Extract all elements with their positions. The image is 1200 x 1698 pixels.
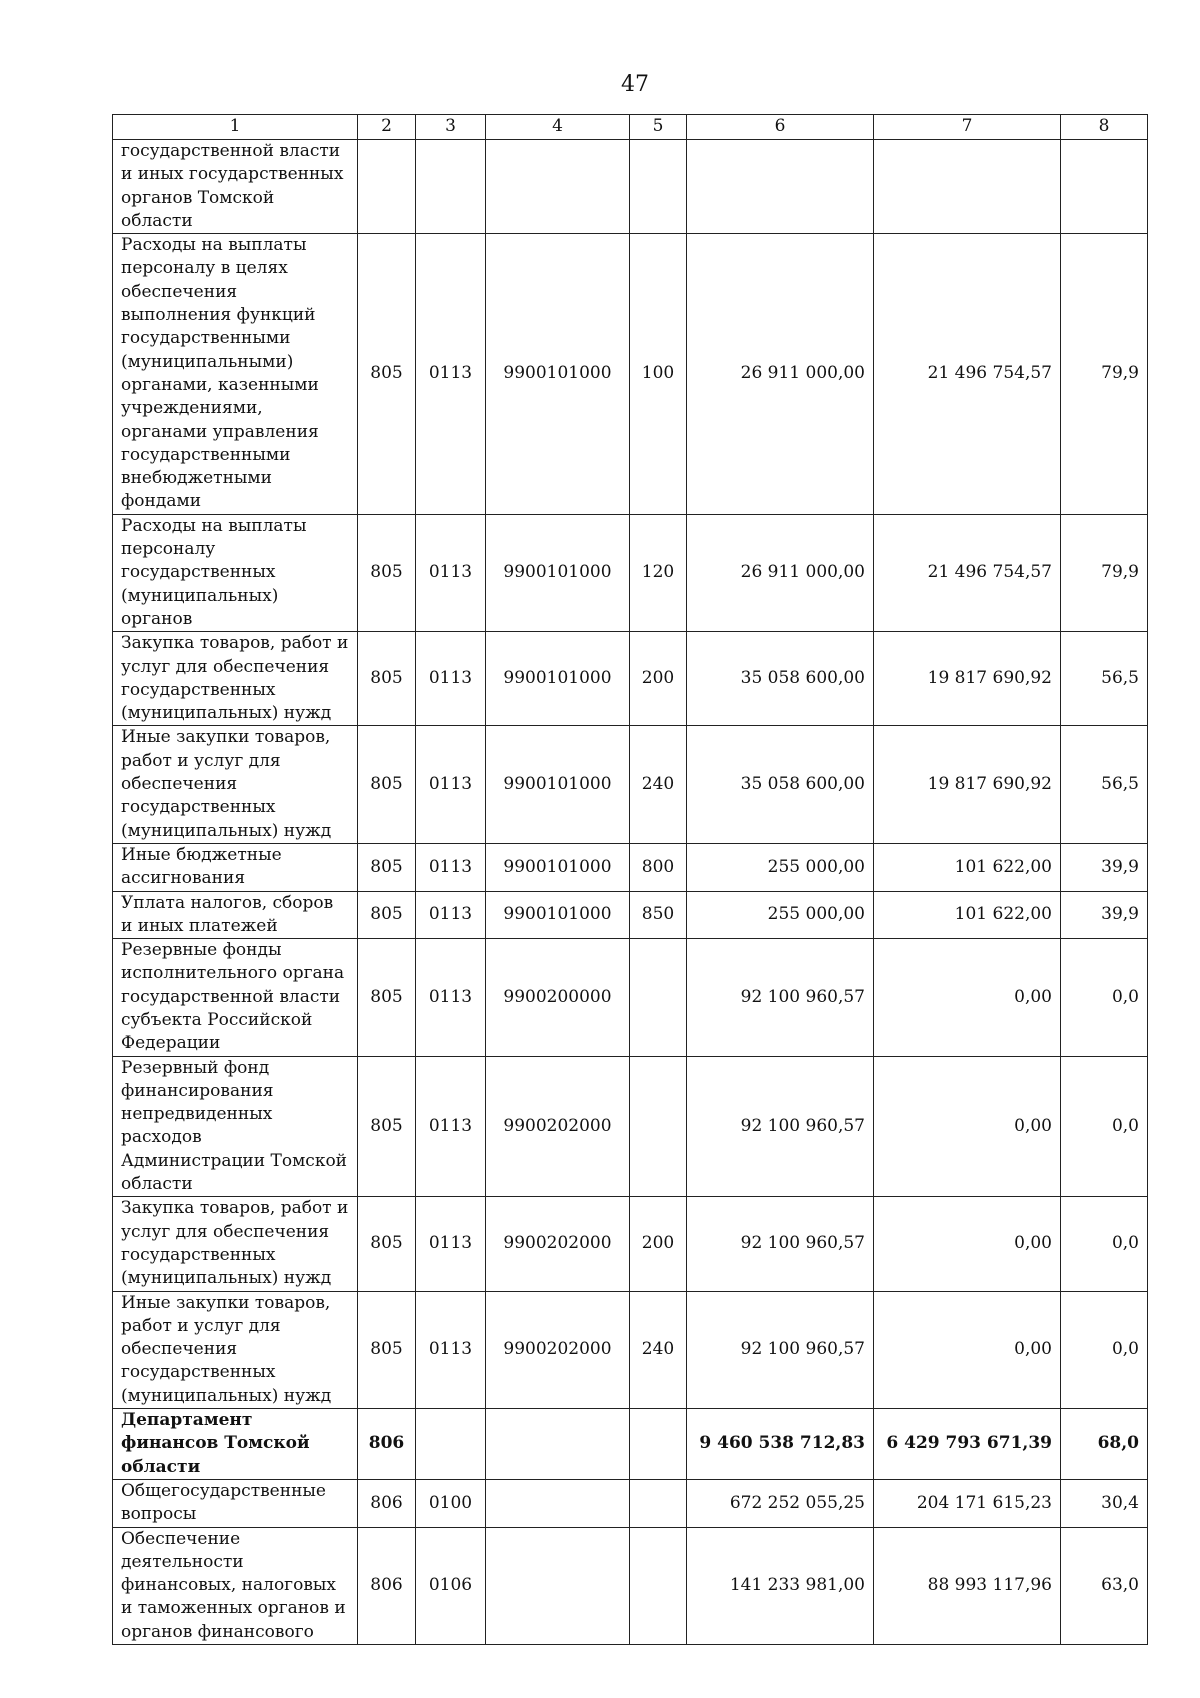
table-cell-col-7: 101 622,00 bbox=[874, 843, 1061, 891]
table-cell-col-6: 255 000,00 bbox=[687, 891, 874, 939]
table-row bbox=[113, 939, 1148, 1056]
table-cell-col-7: 0,00 bbox=[874, 1197, 1061, 1291]
table-row bbox=[113, 1197, 1148, 1291]
table-cell-col-3: 0113 bbox=[416, 1291, 486, 1408]
header-row bbox=[113, 115, 1148, 140]
table-cell-col-7: 21 496 754,57 bbox=[874, 514, 1061, 631]
table-cell-col-2: 805 bbox=[358, 1291, 416, 1408]
table-cell-col-5 bbox=[630, 140, 687, 234]
table-cell-col-5 bbox=[630, 939, 687, 1056]
table-cell-col-5: 200 bbox=[630, 632, 687, 726]
table-cell-col-6: 26 911 000,00 bbox=[687, 514, 874, 631]
table-row bbox=[113, 632, 1148, 726]
column-header-2: 2 bbox=[358, 115, 416, 140]
table-cell-col-8: 79,9 bbox=[1061, 514, 1148, 631]
table-cell-col-4: 9900101000 bbox=[486, 234, 630, 515]
table-cell-col-6: 92 100 960,57 bbox=[687, 1197, 874, 1291]
table-cell-col-8: 0,0 bbox=[1061, 1056, 1148, 1197]
table-cell-col-6: 35 058 600,00 bbox=[687, 726, 874, 843]
table-cell-col-8: 68,0 bbox=[1061, 1409, 1148, 1480]
table-cell-col-4 bbox=[486, 1479, 630, 1527]
table-cell-col-4: 9900101000 bbox=[486, 891, 630, 939]
page-number: 47 bbox=[621, 72, 649, 97]
table-cell-col-2: 805 bbox=[358, 632, 416, 726]
table-cell-col-4: 9900101000 bbox=[486, 843, 630, 891]
table-cell-col-4: 9900101000 bbox=[486, 726, 630, 843]
table-cell-col-8: 0,0 bbox=[1061, 1197, 1148, 1291]
row-name-cell: Расходы на выплаты персоналу в целях обеспечения выполнения функций государственными (муниципальными) органами, казенными учреждениями, органами управления государственными внебюджетными фондами bbox=[113, 234, 358, 515]
table-cell-col-2: 805 bbox=[358, 234, 416, 515]
table-cell-col-2: 805 bbox=[358, 1197, 416, 1291]
column-header-6: 6 bbox=[687, 115, 874, 140]
budget-table bbox=[112, 114, 1148, 1645]
table-row bbox=[113, 234, 1148, 515]
table-cell-col-7: 101 622,00 bbox=[874, 891, 1061, 939]
table-cell-col-8: 0,0 bbox=[1061, 1291, 1148, 1408]
table-cell-col-6: 9 460 538 712,83 bbox=[687, 1409, 874, 1480]
row-name-cell: Закупка товаров, работ и услуг для обеспечения государственных (муниципальных) нужд bbox=[113, 632, 358, 726]
table-row bbox=[113, 843, 1148, 891]
table-cell-col-3: 0106 bbox=[416, 1527, 486, 1644]
row-name-cell: государственной власти и иных государственных органов Томской области bbox=[113, 140, 358, 234]
table-row bbox=[113, 514, 1148, 631]
table-cell-col-8: 79,9 bbox=[1061, 234, 1148, 515]
table-cell-col-5: 240 bbox=[630, 1291, 687, 1408]
table-cell-col-6: 141 233 981,00 bbox=[687, 1527, 874, 1644]
table-cell-col-7: 0,00 bbox=[874, 1056, 1061, 1197]
table-cell-col-8: 39,9 bbox=[1061, 843, 1148, 891]
table-cell-col-5: 100 bbox=[630, 234, 687, 515]
table-cell-col-4 bbox=[486, 140, 630, 234]
table-cell-col-5: 800 bbox=[630, 843, 687, 891]
table-cell-col-2: 805 bbox=[358, 1056, 416, 1197]
row-name-cell: Департамент финансов Томской области bbox=[113, 1409, 358, 1480]
table-cell-col-3: 0113 bbox=[416, 843, 486, 891]
table-cell-col-7: 88 993 117,96 bbox=[874, 1527, 1061, 1644]
table-cell-col-8: 30,4 bbox=[1061, 1479, 1148, 1527]
table-row bbox=[113, 1409, 1148, 1480]
column-header-7: 7 bbox=[874, 115, 1061, 140]
table-cell-col-8: 56,5 bbox=[1061, 726, 1148, 843]
table-cell-col-5: 200 bbox=[630, 1197, 687, 1291]
table-cell-col-5: 240 bbox=[630, 726, 687, 843]
table-cell-col-7: 6 429 793 671,39 bbox=[874, 1409, 1061, 1480]
row-name-cell: Резервный фонд финансирования непредвиденных расходов Администрации Томской области bbox=[113, 1056, 358, 1197]
table-cell-col-3: 0113 bbox=[416, 1197, 486, 1291]
table-cell-col-2: 805 bbox=[358, 939, 416, 1056]
table-cell-col-6: 26 911 000,00 bbox=[687, 234, 874, 515]
column-header-5: 5 bbox=[630, 115, 687, 140]
table-cell-col-3: 0100 bbox=[416, 1479, 486, 1527]
table-row bbox=[113, 1479, 1148, 1527]
table-cell-col-7: 19 817 690,92 bbox=[874, 726, 1061, 843]
table-cell-col-6: 92 100 960,57 bbox=[687, 1056, 874, 1197]
table-cell-col-2 bbox=[358, 140, 416, 234]
column-header-3: 3 bbox=[416, 115, 486, 140]
row-name-cell: Закупка товаров, работ и услуг для обеспечения государственных (муниципальных) нужд bbox=[113, 1197, 358, 1291]
table-cell-col-7: 21 496 754,57 bbox=[874, 234, 1061, 515]
row-name-cell: Уплата налогов, сборов и иных платежей bbox=[113, 891, 358, 939]
table-cell-col-3 bbox=[416, 140, 486, 234]
row-name-cell: Резервные фонды исполнительного органа государственной власти субъекта Российской Федерации bbox=[113, 939, 358, 1056]
table-cell-col-6: 92 100 960,57 bbox=[687, 939, 874, 1056]
table-row bbox=[113, 1527, 1148, 1644]
table-cell-col-4: 9900101000 bbox=[486, 514, 630, 631]
table-cell-col-6 bbox=[687, 140, 874, 234]
table-cell-col-8: 56,5 bbox=[1061, 632, 1148, 726]
table-cell-col-3: 0113 bbox=[416, 939, 486, 1056]
table-cell-col-3: 0113 bbox=[416, 632, 486, 726]
table-cell-col-3: 0113 bbox=[416, 891, 486, 939]
table-row bbox=[113, 1056, 1148, 1197]
table-row bbox=[113, 1291, 1148, 1408]
column-header-8: 8 bbox=[1061, 115, 1148, 140]
table-cell-col-4: 9900202000 bbox=[486, 1291, 630, 1408]
table-cell-col-5 bbox=[630, 1056, 687, 1197]
table-cell-col-2: 806 bbox=[358, 1479, 416, 1527]
row-name-cell: Иные бюджетные ассигнования bbox=[113, 843, 358, 891]
table-cell-col-2: 805 bbox=[358, 726, 416, 843]
table-cell-col-3: 0113 bbox=[416, 1056, 486, 1197]
table-cell-col-7: 19 817 690,92 bbox=[874, 632, 1061, 726]
table-cell-col-5 bbox=[630, 1527, 687, 1644]
table-cell-col-3 bbox=[416, 1409, 486, 1480]
table-cell-col-7: 204 171 615,23 bbox=[874, 1479, 1061, 1527]
table-cell-col-2: 806 bbox=[358, 1527, 416, 1644]
table-cell-col-4 bbox=[486, 1409, 630, 1480]
table-cell-col-5 bbox=[630, 1409, 687, 1480]
column-header-1: 1 bbox=[113, 115, 358, 140]
row-name-cell: Расходы на выплаты персоналу государственных (муниципальных) органов bbox=[113, 514, 358, 631]
table-cell-col-4 bbox=[486, 1527, 630, 1644]
table-cell-col-5: 850 bbox=[630, 891, 687, 939]
table-cell-col-2: 805 bbox=[358, 891, 416, 939]
table-cell-col-3: 0113 bbox=[416, 514, 486, 631]
table-cell-col-4: 9900200000 bbox=[486, 939, 630, 1056]
table-cell-col-8: 63,0 bbox=[1061, 1527, 1148, 1644]
table-cell-col-8: 0,0 bbox=[1061, 939, 1148, 1056]
table-cell-col-5 bbox=[630, 1479, 687, 1527]
table-cell-col-7: 0,00 bbox=[874, 939, 1061, 1056]
table-cell-col-5: 120 bbox=[630, 514, 687, 631]
table-cell-col-7 bbox=[874, 140, 1061, 234]
table-cell-col-2: 805 bbox=[358, 843, 416, 891]
table-cell-col-6: 35 058 600,00 bbox=[687, 632, 874, 726]
table-cell-col-4: 9900202000 bbox=[486, 1056, 630, 1197]
table-row bbox=[113, 891, 1148, 939]
table-cell-col-6: 672 252 055,25 bbox=[687, 1479, 874, 1527]
table-cell-col-3: 0113 bbox=[416, 234, 486, 515]
table-cell-col-6: 92 100 960,57 bbox=[687, 1291, 874, 1408]
table-cell-col-2: 806 bbox=[358, 1409, 416, 1480]
table-row bbox=[113, 726, 1148, 843]
table-row bbox=[113, 140, 1148, 234]
row-name-cell: Иные закупки товаров, работ и услуг для обеспечения государственных (муниципальных) нужд bbox=[113, 726, 358, 843]
table-cell-col-4: 9900202000 bbox=[486, 1197, 630, 1291]
table-cell-col-8: 39,9 bbox=[1061, 891, 1148, 939]
table-cell-col-8 bbox=[1061, 140, 1148, 234]
column-header-4: 4 bbox=[486, 115, 630, 140]
table-cell-col-7: 0,00 bbox=[874, 1291, 1061, 1408]
row-name-cell: Общегосударственные вопросы bbox=[113, 1479, 358, 1527]
table-cell-col-6: 255 000,00 bbox=[687, 843, 874, 891]
row-name-cell: Обеспечение деятельности финансовых, налоговых и таможенных органов и органов финансового bbox=[113, 1527, 358, 1644]
row-name-cell: Иные закупки товаров, работ и услуг для обеспечения государственных (муниципальных) нужд bbox=[113, 1291, 358, 1408]
table-cell-col-4: 9900101000 bbox=[486, 632, 630, 726]
table-cell-col-2: 805 bbox=[358, 514, 416, 631]
table-cell-col-3: 0113 bbox=[416, 726, 486, 843]
table-body bbox=[113, 140, 1148, 1645]
